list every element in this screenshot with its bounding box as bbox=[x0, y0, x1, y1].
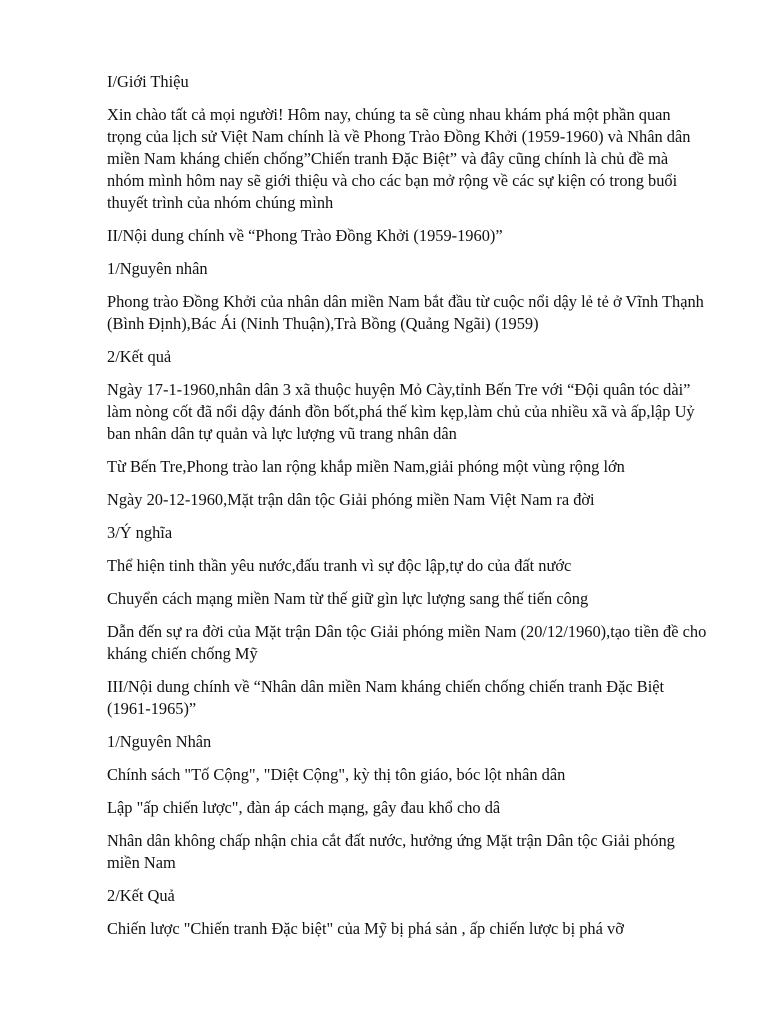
section-heading-special-war: III/Nội dung chính về “Nhân dân miền Nam kháng chiến chống chiến tranh Đặc Biệt (1961-1965)” bbox=[107, 677, 665, 718]
subheading-cause: 1/Nguyên nhân bbox=[107, 259, 208, 278]
subheading-significance: 3/Ý nghĩa bbox=[107, 523, 173, 542]
body-paragraph: Thể hiện tinh thần yêu nước,đấu tranh vì sự độc lập,tự do của đất nước bbox=[107, 556, 572, 575]
body-paragraph: Chuyển cách mạng miền Nam từ thế giữ gìn lực lượng sang thế tiến công bbox=[107, 589, 589, 608]
body-paragraph: Dẫn đến sự ra đời của Mặt trận Dân tộc Giải phóng miền Nam (20/12/1960),tạo tiền đề cho kháng chiến chống Mỹ bbox=[107, 622, 707, 663]
body-paragraph: Ngày 20-12-1960,Mặt trận dân tộc Giải phóng miền Nam Việt Nam ra đời bbox=[107, 490, 595, 509]
intro-paragraph: Xin chào tất cả mọi người! Hôm nay, chúng ta sẽ cùng nhau khám phá một phần quan trọng của lịch sử Việt Nam chính là về Phong Trào Đồng Khởi (1959-1960) và Nhân dân miền Nam kháng chiến chống”Chiến tranh Đặc Biệt” và đây cũng chính là chủ đề mà nhóm mình hôm nay sẽ giới thiệu và cho các bạn mở rộng về các sự kiện có trong buổi thuyết trình của nhóm chúng mình bbox=[107, 105, 691, 212]
section-heading-introduction: I/Giới Thiệu bbox=[107, 72, 189, 91]
body-paragraph: Phong trào Đồng Khởi của nhân dân miền Nam bắt đầu từ cuộc nổi dậy lẻ tẻ ở Vĩnh Thạnh (Bình Định),Bác Ái (Ninh Thuận),Trà Bồng (Quảng Ngãi) (1959) bbox=[107, 292, 704, 333]
body-paragraph: Lập "ấp chiến lược", đàn áp cách mạng, gây đau khổ cho dâ bbox=[107, 798, 501, 817]
body-paragraph: Ngày 17-1-1960,nhân dân 3 xã thuộc huyện Mỏ Cày,tỉnh Bến Tre với “Đội quân tóc dài” làm nòng cốt đã nổi dậy đánh đồn bốt,phá thế kìm kẹp,làm chủ của nhiều xã và ấp,lập Uỷ ban nhân dân tự quản và lực lượng vũ trang nhân dân bbox=[107, 380, 695, 443]
document-body bbox=[107, 71, 707, 951]
subheading-cause: 1/Nguyên Nhân bbox=[107, 732, 212, 751]
subheading-result: 2/Kết quả bbox=[107, 347, 172, 366]
subheading-result: 2/Kết Quả bbox=[107, 886, 175, 905]
body-paragraph: Nhân dân không chấp nhận chia cắt đất nước, hưởng ứng Mặt trận Dân tộc Giải phóng miền Nam bbox=[107, 831, 675, 872]
section-heading-dong-khoi: II/Nội dung chính về “Phong Trào Đồng Khởi (1959-1960)” bbox=[107, 226, 503, 245]
body-paragraph: Chiến lược "Chiến tranh Đặc biệt" của Mỹ bị phá sản , ấp chiến lược bị phá vỡ bbox=[107, 919, 624, 938]
body-paragraph: Chính sách "Tố Cộng", "Diệt Cộng", kỳ thị tôn giáo, bóc lột nhân dân bbox=[107, 765, 566, 784]
body-paragraph: Từ Bến Tre,Phong trào lan rộng khắp miền Nam,giải phóng một vùng rộng lớn bbox=[107, 457, 625, 476]
